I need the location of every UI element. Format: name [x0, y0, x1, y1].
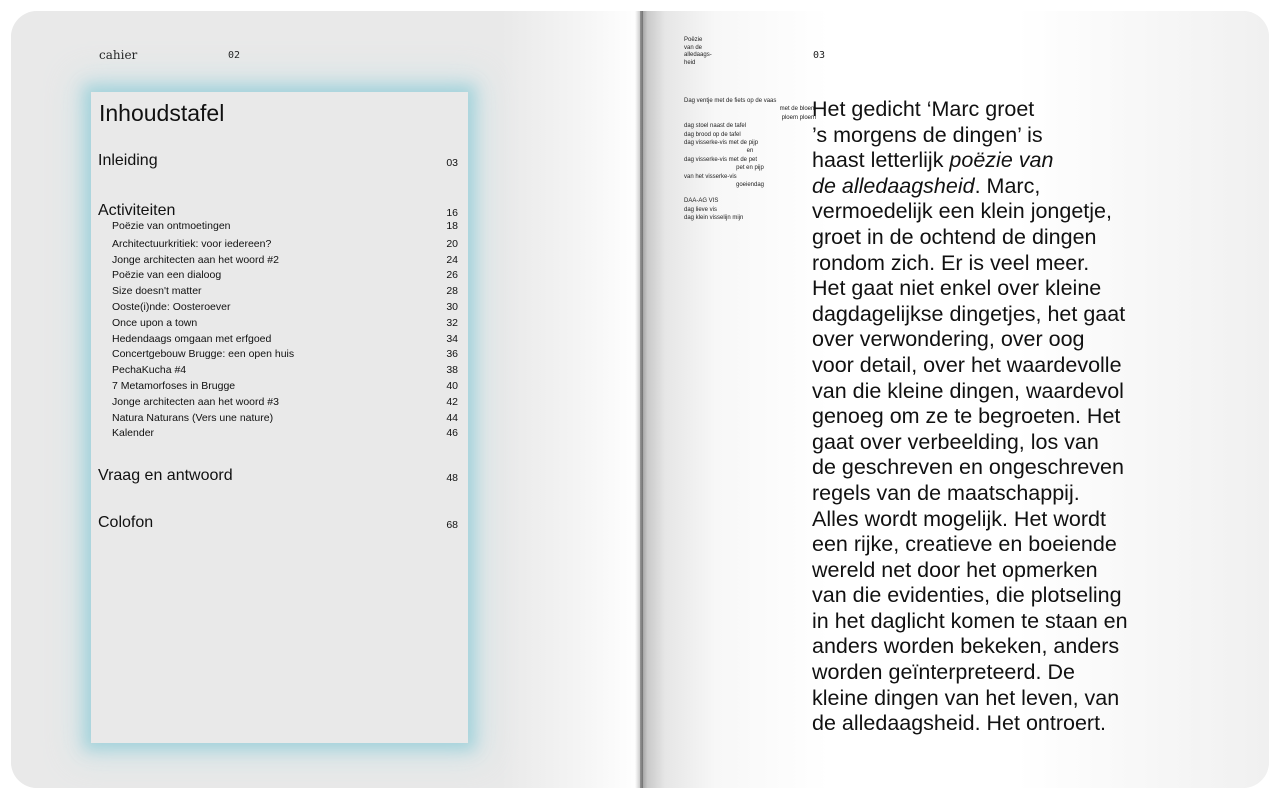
toc-entry-title: Kalender — [112, 427, 155, 440]
right-header-title — [684, 37, 744, 67]
poem-line: goeiendag — [735, 182, 765, 189]
body-line — [812, 507, 1192, 533]
poem-line: pet en pijp — [736, 165, 764, 172]
body-line — [812, 609, 1192, 635]
poem-line: met de bloem — [779, 106, 816, 113]
toc-section-title: Colofon — [98, 514, 154, 531]
toc-section-page-number: 68 — [446, 519, 458, 531]
toc-entry-title: Poëzie van een dialoog — [112, 269, 222, 282]
toc-entry-title: Jonge architecten aan het woord #3 — [112, 395, 279, 408]
right-page-number: 03 — [813, 50, 826, 61]
poem-line: dag visserke-vis met de pijp — [684, 140, 759, 147]
body-text-segment: in het daglicht komen te staan en — [812, 608, 1128, 633]
toc-entry-title: Natura Naturans (Vers une nature) — [112, 411, 274, 424]
body-text-segment: de alledaagsheid. Het ontroert. — [812, 711, 1107, 736]
body-text-segment: van die kleine dingen, waardevol — [812, 378, 1124, 403]
body-text-segment: groet in de ochtend de dingen — [812, 224, 1097, 249]
toc-section-title: Vraag en antwoord — [98, 467, 233, 484]
right-header-title-line: van de — [684, 44, 703, 51]
body-line — [812, 148, 1192, 174]
left-header-title: cahier — [99, 48, 138, 62]
body-text-segment: over verwondering, over oog — [812, 327, 1085, 352]
body-line — [812, 302, 1192, 328]
toc-section-page-number: 16 — [446, 207, 458, 219]
toc-section-title: Inleiding — [98, 152, 158, 169]
body-line — [812, 686, 1192, 712]
toc-entry-title: Poëzie van ontmoetingen — [112, 220, 231, 232]
body-text-segment: een rijke, creatieve en boeiende — [812, 532, 1117, 557]
poem-line: Dag ventje met de fiets op de vaas — [684, 98, 777, 104]
toc-entry-title: Concertgebouw Brugge: een open huis — [112, 348, 295, 361]
body-text-segment: gaat over verbeelding, los van — [812, 429, 1099, 454]
toc-entry-page-number: 30 — [446, 301, 458, 313]
toc-entry-title: PechaKucha #4 — [112, 364, 187, 377]
right-header-title-line: heid — [684, 59, 696, 66]
book-spread — [11, 11, 1269, 788]
toc-section-page-number: 48 — [446, 472, 458, 484]
body-italic-segment: de alledaagsheid — [812, 173, 975, 198]
poem-line: dag stoel naast de tafel — [684, 123, 747, 130]
body-line — [812, 558, 1192, 584]
body-line — [812, 583, 1192, 609]
body-line — [812, 199, 1192, 225]
toc-entry-page-number: 44 — [446, 411, 458, 424]
body-line — [812, 711, 1192, 737]
toc-section-page-number: 03 — [446, 157, 458, 169]
poem-line: dag lieve vis — [684, 206, 718, 213]
body-text — [812, 97, 1192, 737]
toc-entry-title: Jonge architecten aan het woord #2 — [112, 253, 279, 266]
body-text-segment: anders worden bekeken, anders — [812, 634, 1120, 659]
poem-line: van het visserke-vis — [684, 173, 737, 180]
body-text-segment: de geschreven en ongeschreven — [812, 455, 1124, 480]
right-page — [640, 11, 1269, 788]
body-text-segment: Het gaat niet enkel over kleine — [812, 276, 1102, 301]
right-header-title-line: Poëzie — [684, 37, 703, 43]
toc-entry-title: Hedendaags omgaan met erfgoed — [112, 332, 272, 345]
toc-entry-page-number: 26 — [446, 269, 458, 282]
body-text-segment: . Marc, — [974, 173, 1041, 198]
body-text-segment: worden geïnterpreteerd. De — [812, 660, 1075, 685]
body-line — [812, 327, 1192, 353]
body-line — [812, 276, 1192, 302]
toc-entry-title: Size doesn't matter — [112, 285, 202, 298]
toc-entry-page-number: 24 — [446, 253, 458, 266]
body-line — [812, 353, 1192, 379]
body-line — [812, 379, 1192, 405]
body-line — [812, 123, 1192, 149]
body-text-segment: genoeg om ze te begroeten. Het — [812, 404, 1121, 429]
body-text-segment: ’s morgens de dingen’ is — [812, 122, 1043, 147]
body-text-segment: vermoedelijk een klein jongetje, — [812, 199, 1112, 224]
toc-entry-page-number: 36 — [446, 348, 458, 361]
poem-line: DAA-AG VIS — [684, 198, 719, 205]
poem-sidebar — [684, 97, 816, 223]
body-line — [812, 660, 1192, 686]
body-italic-segment: poëzie van — [949, 148, 1054, 173]
body-text-segment: rondom zich. Er is veel meer. — [812, 250, 1090, 275]
poem-line: dag klein visselijn mijn — [684, 215, 744, 222]
book-crease — [635, 11, 643, 788]
toc-entry-page-number: 34 — [446, 332, 458, 345]
body-line — [812, 430, 1192, 456]
body-text-segment: Het gedicht ‘Marc groet — [812, 97, 1035, 121]
right-header-title-line: alledaags- — [684, 52, 712, 58]
body-text-segment: van die evidenties, die plotseling — [812, 583, 1122, 608]
toc-entry-page-number: 32 — [446, 316, 458, 329]
toc-entry-title: 7 Metamorfoses in Brugge — [112, 380, 236, 392]
body-line — [812, 481, 1192, 507]
toc-title: Inhoudstafel — [99, 100, 225, 126]
toc-entry-page-number: 28 — [446, 285, 458, 298]
body-line — [812, 225, 1192, 251]
body-line — [812, 634, 1192, 660]
toc-entry-title: Architectuurkritiek: voor iedereen? — [112, 237, 272, 250]
poem-line: en — [746, 148, 754, 155]
body-text-segment: haast letterlijk — [812, 148, 950, 173]
toc-entry-page-number: 18 — [446, 220, 458, 232]
toc-entry-page-number: 42 — [446, 395, 458, 408]
toc-entry-title: Once upon a town — [112, 316, 198, 329]
toc-entry-title: Ooste(i)nde: Oosteroever — [112, 301, 231, 313]
body-text-segment: voor detail, over het waardevolle — [812, 352, 1122, 377]
poem-line: ploem ploem — [781, 114, 816, 121]
body-text-segment: Alles wordt mogelijk. Het wordt — [812, 506, 1106, 531]
body-line — [812, 404, 1192, 430]
body-text-segment: kleine dingen van het leven, van — [812, 685, 1120, 710]
toc-entry-page-number: 46 — [446, 427, 458, 440]
toc-section-title: Activiteiten — [98, 202, 176, 219]
toc-entry-page-number: 20 — [446, 237, 458, 250]
body-line — [812, 455, 1192, 481]
poem-line: dag brood op de tafel — [684, 131, 741, 138]
body-text-segment: regels van de maatschappij. — [812, 480, 1080, 505]
left-page — [11, 11, 640, 788]
body-line — [812, 251, 1192, 277]
body-line — [812, 174, 1192, 200]
poem-line: dag visserke-vis met de pet — [684, 156, 758, 163]
body-line — [812, 532, 1192, 558]
body-text-segment: wereld net door het opmerken — [812, 557, 1098, 582]
toc-entry-page-number: 40 — [446, 380, 458, 392]
toc-entry-page-number: 38 — [446, 364, 458, 377]
body-line — [812, 97, 1192, 123]
table-of-contents — [91, 92, 468, 743]
left-page-number: 02 — [228, 50, 241, 61]
body-text-segment: dagdagelijkse dingetjes, het gaat — [812, 301, 1126, 326]
poem-stanza-gap — [684, 189, 816, 197]
